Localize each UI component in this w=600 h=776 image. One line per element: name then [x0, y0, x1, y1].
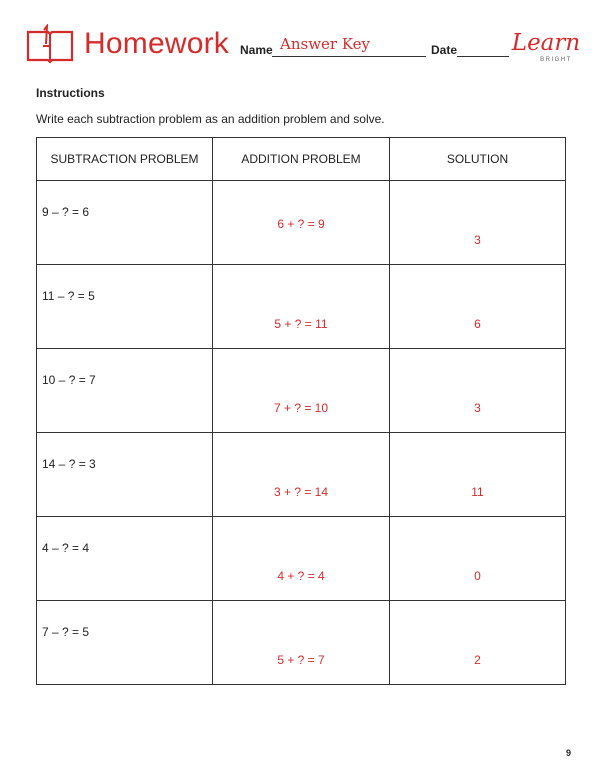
page-header [0, 0, 600, 80]
page-title: Homework [84, 27, 229, 60]
solution-value: 3 [474, 401, 481, 415]
brand-name: Learn [511, 30, 581, 56]
solution-cell [390, 349, 566, 433]
subtraction-problem: 11 – ? = 5 [42, 289, 95, 303]
addition-cell [213, 181, 390, 265]
addition-cell [213, 433, 390, 517]
addition-cell [213, 601, 390, 685]
table-row [37, 181, 566, 265]
addition-cell [213, 265, 390, 349]
solution-value: 2 [474, 653, 481, 667]
solution-value: 3 [474, 233, 481, 247]
table-row [37, 517, 566, 601]
solution-value: 11 [471, 485, 484, 499]
brand-subtitle: BRIGHT [540, 57, 572, 63]
solution-cell [390, 601, 566, 685]
date-label: Date [431, 43, 458, 57]
subtraction-cell [37, 433, 213, 517]
header-addition: ADDITION PROBLEM [213, 138, 390, 181]
solution-cell [390, 181, 566, 265]
solution-cell [390, 265, 566, 349]
subtraction-cell [37, 181, 213, 265]
page-number: 9 [566, 748, 572, 758]
addition-problem: 5 + ? = 7 [277, 653, 325, 667]
addition-problem: 7 + ? = 10 [273, 401, 329, 415]
table-row [37, 349, 566, 433]
addition-cell [213, 517, 390, 601]
subtraction-cell [37, 517, 213, 601]
addition-problem: 4 + ? = 4 [277, 569, 325, 583]
solution-value: 6 [474, 317, 481, 331]
date-line [457, 56, 509, 57]
addition-problem: 3 + ? = 14 [273, 485, 329, 499]
subtraction-problem: 10 – ? = 7 [42, 373, 96, 387]
subtraction-problem: 9 – ? = 6 [42, 205, 90, 219]
table-header-row [37, 138, 566, 181]
name-value: Answer Key [280, 35, 370, 53]
header-solution: SOLUTION [390, 138, 566, 181]
learn-bright-logo [510, 24, 582, 68]
subtraction-cell [37, 601, 213, 685]
name-line [272, 56, 426, 57]
header-subtraction: SUBTRACTION PROBLEM [37, 138, 213, 181]
subtraction-problem: 14 – ? = 3 [42, 457, 96, 471]
table-row [37, 265, 566, 349]
instructions-heading: Instructions [36, 86, 105, 100]
subtraction-problem: 4 – ? = 4 [42, 541, 90, 555]
name-label: Name [240, 43, 273, 57]
table-row [37, 601, 566, 685]
open-book-icon [26, 24, 74, 64]
addition-cell [213, 349, 390, 433]
subtraction-problem: 7 – ? = 5 [42, 625, 90, 639]
subtraction-cell [37, 265, 213, 349]
table-row [37, 433, 566, 517]
addition-problem: 6 + ? = 9 [277, 217, 325, 231]
solution-cell [390, 433, 566, 517]
solution-value: 0 [474, 569, 481, 583]
problems-table [36, 137, 566, 685]
addition-problem: 5 + ? = 11 [274, 317, 328, 331]
subtraction-cell [37, 349, 213, 433]
instructions-text: Write each subtraction problem as an addition problem and solve. [36, 112, 385, 126]
solution-cell [390, 517, 566, 601]
